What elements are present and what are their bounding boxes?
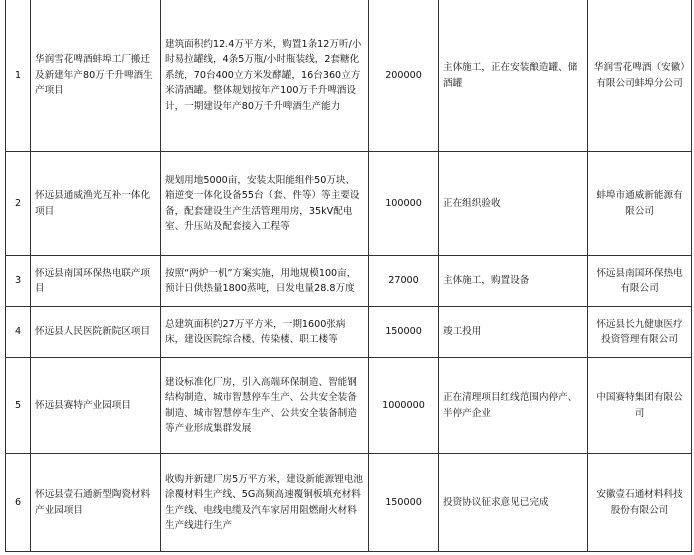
project-table — [5, 0, 692, 552]
project-owner: 中国赛特集团有限公司 — [588, 358, 692, 454]
project-progress: 主体施工，正在安装酿造罐、储酒罐 — [439, 0, 588, 152]
project-content: 建设标准化厂房，引入高端环保制造、智能钢结构制造、城市智慧停车生产、公共安全装备制造、城市智慧停车生产、公共安全装备制造等产业形成集群发展 — [161, 358, 369, 454]
project-owner: 安徽壹石通材料科技股份有限公司 — [588, 454, 692, 552]
project-name: 怀远县壹石通新型陶瓷材料产业园项目 — [31, 454, 161, 552]
project-content: 收购并新建厂房5万平方米，建设新能源锂电池涂覆材料生产线、5G高频高速覆铜板填充材料生产线、电线电缆及汽车家居用阻燃耐火材料生产线进行生产 — [161, 454, 369, 552]
project-owner: 怀远县南国环保热电有限公司 — [588, 256, 692, 307]
project-owner: 蚌埠市通威新能源有限公司 — [588, 152, 692, 256]
project-investment: 200000 — [369, 0, 439, 152]
project-content: 规划用地5000亩，安装太阳能组件50万块、箱逆变一体化设备55台（套、件等）等主要设备，配套建设生产生活管理用房，35kV配电室、升压站及配套接入工程等 — [161, 152, 369, 256]
project-progress: 正在清理项目红线范围内停产、半停产企业 — [439, 358, 588, 454]
project-content: 按照“两炉一机”方案实施，用地规模100亩，预计日供热量1800蒸吨，日发电量28.8万度 — [161, 256, 369, 307]
project-investment: 150000 — [369, 307, 439, 358]
row-index: 5 — [6, 358, 31, 454]
row-index: 4 — [6, 307, 31, 358]
project-investment: 150000 — [369, 454, 439, 552]
project-name: 怀远县赛特产业园项目 — [31, 358, 161, 454]
table-row — [6, 152, 692, 256]
table-row — [6, 358, 692, 454]
project-investment: 100000 — [369, 152, 439, 256]
row-index: 1 — [6, 0, 31, 152]
project-investment: 1000000 — [369, 358, 439, 454]
project-progress: 投资协议征求意见已完成 — [439, 454, 588, 552]
table-row — [6, 307, 692, 358]
project-name: 华润雪花啤酒蚌埠工厂搬迁及新建年产80万千升啤酒生产项目 — [31, 0, 161, 152]
project-owner: 华润雪花啤酒（安徽）有限公司蚌埠分公司 — [588, 0, 692, 152]
project-content: 总建筑面积约27万平方米，一期1600张病床，建设医院综合楼、传染楼、职工楼等 — [161, 307, 369, 358]
table-row — [6, 454, 692, 552]
table-row — [6, 256, 692, 307]
project-content: 建筑面积约12.4万平方米，购置1条12万听/小时易拉罐线，4条5万瓶/小时瓶装线，2套糖化系统，70台400立方米发酵罐，16台360立方米清酒罐。整体规划按年产100万千升啤酒设计，一期建设年产80万千升啤酒生产能力 — [161, 0, 369, 152]
project-progress: 主体施工，购置设备 — [439, 256, 588, 307]
project-name: 怀远县南国环保热电联产项目 — [31, 256, 161, 307]
row-index: 6 — [6, 454, 31, 552]
project-name: 怀远县通威渔光互补一体化项目 — [31, 152, 161, 256]
project-progress: 正在组织验收 — [439, 152, 588, 256]
project-investment: 27000 — [369, 256, 439, 307]
project-progress: 竣工投用 — [439, 307, 588, 358]
project-name: 怀远县人民医院新院区项目 — [31, 307, 161, 358]
row-index: 3 — [6, 256, 31, 307]
table-row — [6, 0, 692, 152]
project-owner: 怀远县长九健康医疗投资管理有限公司 — [588, 307, 692, 358]
row-index: 2 — [6, 152, 31, 256]
